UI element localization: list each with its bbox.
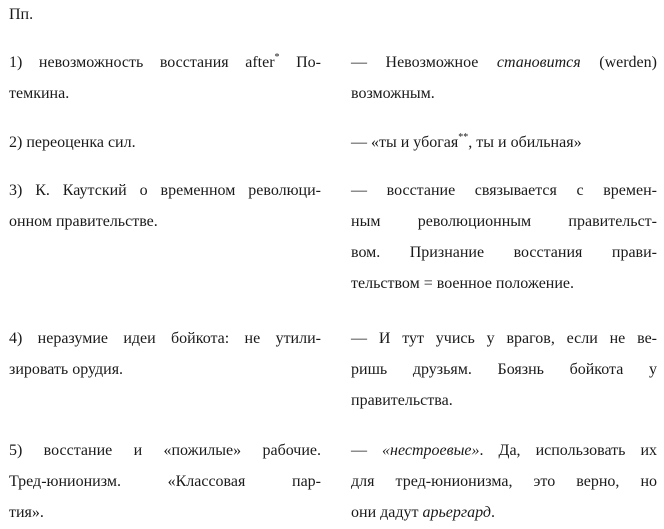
page-heading: Пп. — [9, 6, 34, 23]
row4-right-line3: правительства. — [351, 392, 453, 409]
row1-right-line2: возможным. — [351, 85, 435, 102]
row5-left-line3: тия». — [9, 504, 44, 521]
row5-right-line1: — «нестроевые». Да, использовать их — [351, 442, 658, 459]
left-column — [9, 47, 321, 527]
row5-right-line2: для тред-юнионизма, это верно, но — [351, 473, 657, 490]
row3-left-line2: онном правительстве. — [9, 213, 158, 230]
row5-right-line3: они дадут арьергард. — [351, 504, 496, 521]
row1-left-line1: 1) невозможность восстания after* По- — [9, 51, 321, 71]
row3-right-line2: ным революционным правительст- — [351, 213, 657, 230]
row4-left-line1: 4) неразумие идеи бойкота: не утили- — [9, 330, 321, 347]
row5-left-line2: Тред-юнионизм. «Классовая пар- — [9, 473, 321, 490]
row2-right-line1: — «ты и убогая**, ты и обильная» — [351, 131, 582, 151]
row3-right-line3: вом. Признание восстания прави- — [351, 244, 657, 261]
row4-right-line1: — И тут учись у врагов, если не ве- — [351, 330, 657, 347]
row3-right-line1: — восстание связывается с времен- — [351, 182, 657, 199]
row3-right-line4: тельством = военное положение. — [351, 275, 575, 292]
row5-left-line1: 5) восстание и «пожилые» рабочие. — [9, 442, 321, 459]
row1-left-line2: темкина. — [9, 85, 70, 102]
emphasis: арьергард — [422, 504, 492, 521]
row4-right-line2: ришь друзьям. Боязнь бойкота у — [351, 361, 657, 378]
footnote-mark: ** — [458, 131, 469, 143]
row3-left-line1: 3) К. Каутский о временном революци- — [9, 182, 321, 199]
emphasis: «нестроевые» — [382, 442, 480, 459]
right-column — [351, 47, 657, 527]
row4-left-line2: зировать орудия. — [9, 361, 124, 378]
row1-right-line1: — Невозможное становится (werden) — [351, 54, 657, 71]
row2-left-line1: 2) переоценка сил. — [9, 134, 136, 151]
footnote-mark: * — [274, 51, 280, 63]
emphasis: становится — [496, 54, 581, 71]
